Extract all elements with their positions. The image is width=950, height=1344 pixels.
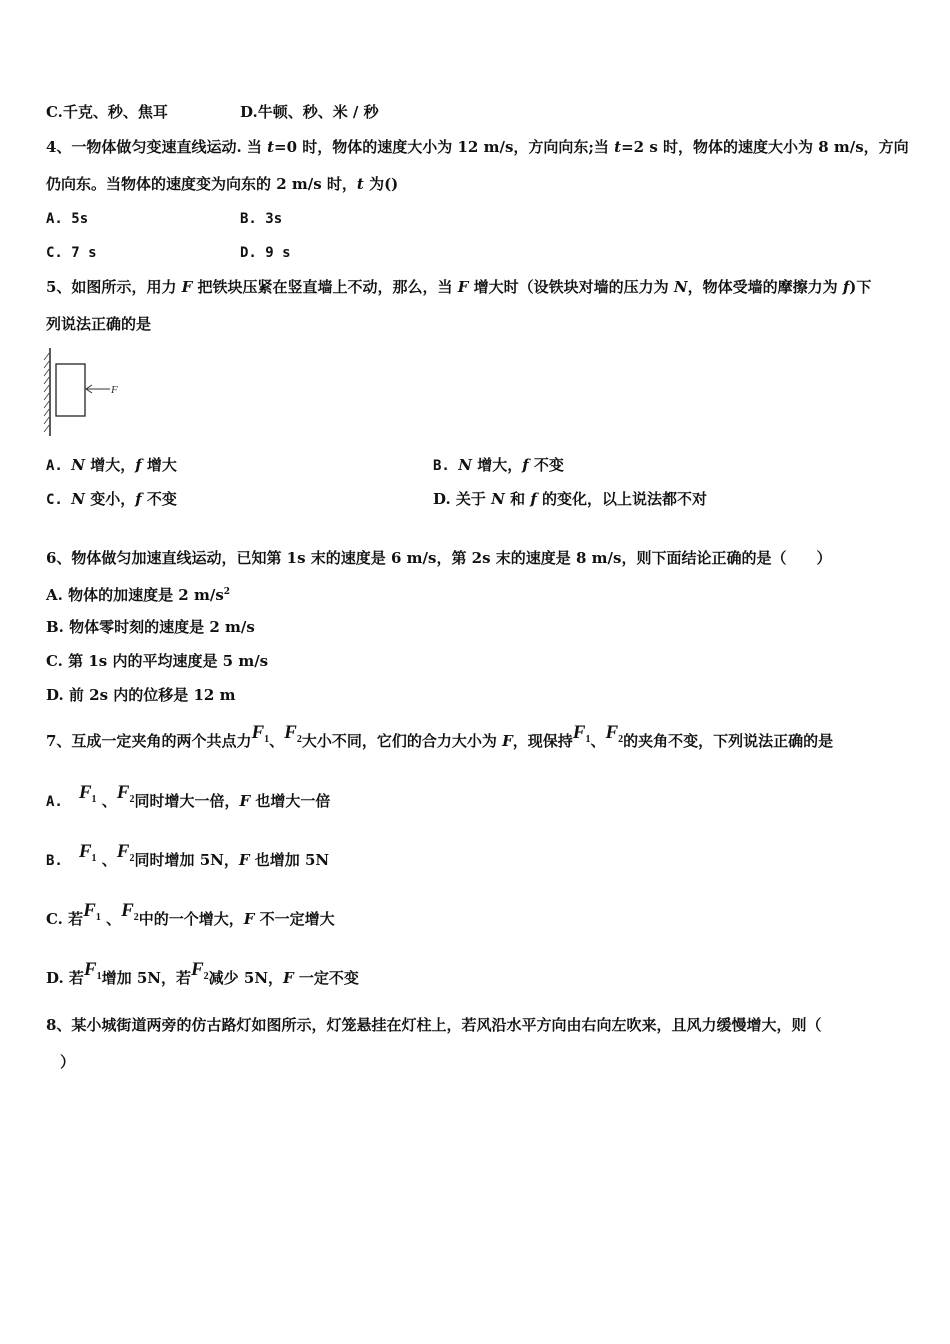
q7-option-b: B. $F^1$ 、$F^2$同时增加 5N，F 也增加 5N: [46, 841, 330, 869]
q5-option-d: D. 关于 N 和 f 的变化，以上说法都不对: [433, 490, 707, 508]
q6-option-a: A. 物体的加速度是 2 $m/s^2$: [46, 586, 231, 604]
q6-stem: 6、物体做匀加速直线运动，已知第 1s 末的速度是 6 m/s，第 2s 末的速度是 8 m/s，则下面结论正确的是（ ）: [46, 549, 832, 567]
q4-stem-line2: 仍向东。当物体的速度变为向东的 2 m/s 时，t 为(): [46, 175, 399, 193]
q4-option-b: B. 3s: [240, 211, 283, 227]
q7-option-a: A. $F^1$ 、$F^2$同时增大一倍，F 也增大一倍: [46, 782, 331, 810]
q5-option-a: A. N 增大，f 增大: [46, 456, 177, 474]
q8-stem-line2: ）: [60, 1053, 76, 1071]
q4-option-c: C. 7 s: [46, 245, 97, 261]
wall-hatching: [44, 352, 50, 432]
q3-option-d: D.牛顿、秒、米 / 秒: [240, 103, 379, 121]
q5-option-c: C. N 变小，f 不变: [46, 490, 177, 508]
q6-option-d: D. 前 2s 内的位移是 12 m: [46, 686, 236, 704]
iron-block: [56, 364, 85, 416]
q6-option-b: B. 物体零时刻的速度是 2 m/s: [46, 618, 255, 636]
q3-option-c: C.千克、秒、焦耳: [46, 103, 168, 121]
force-label: F: [111, 384, 118, 396]
q4-option-d: D. 9 s: [240, 245, 291, 261]
q7-option-d: D. 若$F^1$增加 5N，若$F^2$减少 5N，F 一定不变: [46, 959, 359, 987]
q7-option-c: C. 若$F^1$ 、$F^2$中的一个增大，F 不一定增大: [46, 900, 335, 928]
q6-option-c: C. 第 1s 内的平均速度是 5 m/s: [46, 652, 269, 670]
q4-option-a: A. 5s: [46, 211, 89, 227]
wall-block-force-figure: [40, 344, 140, 440]
q5-stem-line2: 列说法正确的是: [46, 315, 152, 333]
q8-stem-line1: 8、某小城街道两旁的仿古路灯如图所示，灯笼悬挂在灯柱上，若风沿水平方向由右向左吹来，且风力缓慢增大，则（: [46, 1016, 822, 1034]
q7-stem: 7、互成一定夹角的两个共点力$F^1$、$F^2$大小不同，它们的合力大小为 F，现保持$F^1$、$F^2$的夹角不变，下列说法正确的是: [46, 722, 834, 750]
q4-stem-line1: 4、一物体做匀变速直线运动. 当 t=0 时，物体的速度大小为 12 m/s，方向向东;当 t=2 s 时，物体的速度大小为 8 m/s，方向: [46, 138, 909, 156]
q5-stem-line1: 5、如图所示，用力 F 把铁块压紧在竖直墙上不动，那么，当 F 增大时（设铁块对墙的压力为 N，物体受墙的摩擦力为 f)下: [46, 278, 872, 296]
q5-option-b: B. N 增大，f 不变: [433, 456, 564, 474]
